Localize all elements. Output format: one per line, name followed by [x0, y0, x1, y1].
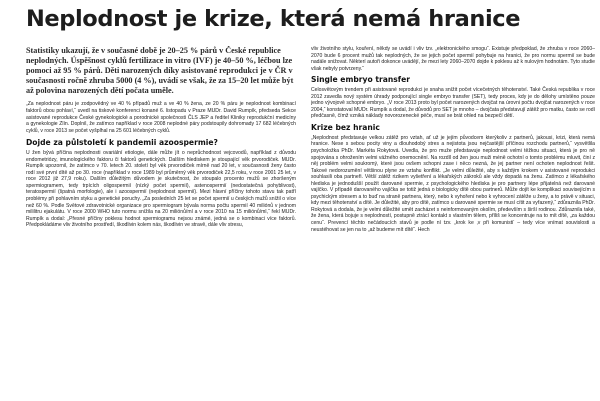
body-paragraph-1: U žen bývá příčina neplodnosti ovariální etiologie, dále může jít o neprůchodnost vejcovodů, například z důvodu endometriózy, imunologického faktoru či faktorů genetických. Dalším hlediskem je stoupající věk prvorodiček. MUDr. Rumpík upozornil, že zatímco v 70. letech 20. století byl věk prvorodiček mírně nad 20 let, v současnosti ženy často rodí své první dítě až po 30. roce (například v roce 1989 byl průměrný věk prvorodiček 22,5 roku, v roce 2001 25 let, v roce 2012 již 27,9 roku). Dalším důležitým důvodem je skutečnost, že stoupalo procento mužů se zhoršeným spermiogramem, tedy trpících oligospermií (nízký počet spermií), astenospermií (nedostatečná pohyblivost), teratospermií (špatná morfologie), ale i azoospermií (neplodnost spermií). Mezi hlavní příčiny tohoto stavu tak patří problémy při pohlavním styku a genetické poruchy. „Za posledních 25 let se počet spermií u českých mužů snížil o více než 60 %. Podle Světové zdravotnické organizace pro spermiogram bývala norma počtu spermií 40 miliónů v jednom mililitru ejakulátu. V roce 2000 WHO tuto normu snížila na 20 miliónů/ml a v roce 2010 na 15 miliónů/ml,“ řekl MUDr. Rumpík a dodal: „Přesné příčiny poklesu hodnot spermiogramu nejsou známé, jedná se o kombinaci více faktorů. Předpokládáme vliv životního prostředí, škodlivin kolem nás, škodlivin ve stravě, dále vliv stresu, [26, 150, 296, 229]
subheading-pandemic: Dojde za půlstoletí k pandemii azoospermie? [26, 138, 218, 148]
left-column [26, 46, 296, 401]
right-column [311, 46, 595, 401]
lede-paragraph: Statistiky ukazují, že v současné době je 20–25 % párů v České republice neplodných. Úspěšnost cyklů fertilizace in vitro (IVF) je 40–50 %, léčbou lze pomoci až 95 % párů. Děti narozených díky asistované reprodukci je v ČR v současnosti ročně zhruba 5000 (4 %), uvádí se však, že za 15–20 let může být až polovina narozených dětí počata uměle. [26, 46, 294, 96]
quote-paragraph: „Za neplodnost páru je zodpovědný ve 40 % případů muž a ve 40 % žena, ze 20 % páru je neplodnost kombinací faktorů obou pohlaví,“ uvedl na tiskové konferenci konané 6. listopadu v Praze MUDr. David Rumpík, předseda Sekce asistované reprodukce České gynekologické a porodnické společnosti ČLS JEP a ředitel Kliniky reprodukční medicíny a gynekologie Zlín. Doplnil, že zatímco například v roce 2008 neplodné páry podstoupily dohromady 17 682 léčebných cyklů, v roce 2013 se počet vyšplhal na 25 601 léčebných cyklů. [26, 101, 296, 134]
body-paragraph-4: „Neplodnost představuje velkou zátěž pro vztah, ať už je jejím původcem kterýkoliv z partnerů, jakousi, krizi, která nemá hranice. Nese s sebou pocity viny a dlouhodobý stres a nejistota jsou nejčastější příčinou rozchodu partnerů,“ vysvětlila psycholožka PhDr. Markéta Rokytová. Uvedla, že pro muže představuje neplodnost velmi těžkou situaci, která je pro ně spojována s ohrožením velmi vážného onemocnění. Na rozdíl od žen jsou muži méně ochotní o tomto problému mluvit, činí z něj problém velmi soukromý, které jsou ovšem schopni zase i něco nezná, že jej partner není ochoten neplodnost řešit. Takové nedorozumění většinou plyne ze vztahu konflikt. „Je velmi důležité, aby s každým krokem v asistované reprodukci souhlasili oba partneři. Větší zátěž rizikem vyšetření a lékařských zákroků ale vždy dopadá na ženu. Zatímco z lékařského hlediska je jednodušší použít darované spermie, z psychologického hlediska je pro partnery lépe přijatelná než darované vajíčko. V případě darovaného vajíčka se totiž jedná o biologicky dítě obou partnerů. Může dojít ke komplikaci souvisejícím s psychickým stresem a to buď na straně partnera, který, nebo k vyhoření nebo k vyhrocení zátěže u ženy, a to právě v situaci, kdy mezi těhotenství a dítě. Je důležité, aby pro dítě, zatímco u darované spermie se musí cítit za vyřazený,“ zdůraznila PhDr. Rokytová a dodala, že je velmi důležité umět zacházet s neinformovaným okolím, především s širší rodinou. Zdůraznila také, že žena, která bojuje s neplodností, postupně ztrácí kontakt s vlastním tělem, příliš se koncentruje na to mít dítě, „za každou cenu“. Prevencí těchto nečádoucích stavů je podle ní tzv. „krok ke ‚v při komunisti‘ – tedy více vnímat souvislosti a neustéhovat se jen na to „až budeme mít dítě“. Hech [311, 134, 595, 233]
subheading-crisis: Krize bez hranic [311, 122, 380, 132]
subheading-single-embryo: Single embryo transfer [311, 75, 410, 85]
body-paragraph-2: vliv životního stylu, kouření, někdy se uvádí i vliv tzv. „elektronického smogu“. Existuje předpoklad, že zhruba v roce 2060–2070 bude 6 procent mužů tak neplodných, že se jejich počet spermií pohybuje na hranici, že pro normu spermií se bude nadále snižovat. Některí autoři dokonce uvádějí, že mezi lety 2060–2070 dojde k poklesu až k nulovým hodnotám. Tyto studie však nebyly potvrzeny.“ [311, 46, 595, 72]
headline: Neplodnost je krize, která nemá hranice [26, 6, 521, 32]
body-paragraph-3: Celosvětovým trendem při asistované reprodukci je snaha snížit počet vícečetných těhotenství. Také Česká republika v roce 2012 zavedla nový systém úhrady podporující single embryo transfer (SET), tedy proces, kdy je do dělohy umístěno pouze jedno vývojově schopné embryo. „V roce 2013 proto byl počet narozených dvojčat na úrovni počtu dvojčat narozených v roce 2004,“ konstatoval MUDr. Rumpík a dodal, že důvodů pro SET je mnoho – dvojčata představují zátěž pro matku, často se rodí předčasně, čímž vzniká náklady novorozenecké péče, musí se brát ohled na bezpečí dětí. [311, 87, 595, 120]
